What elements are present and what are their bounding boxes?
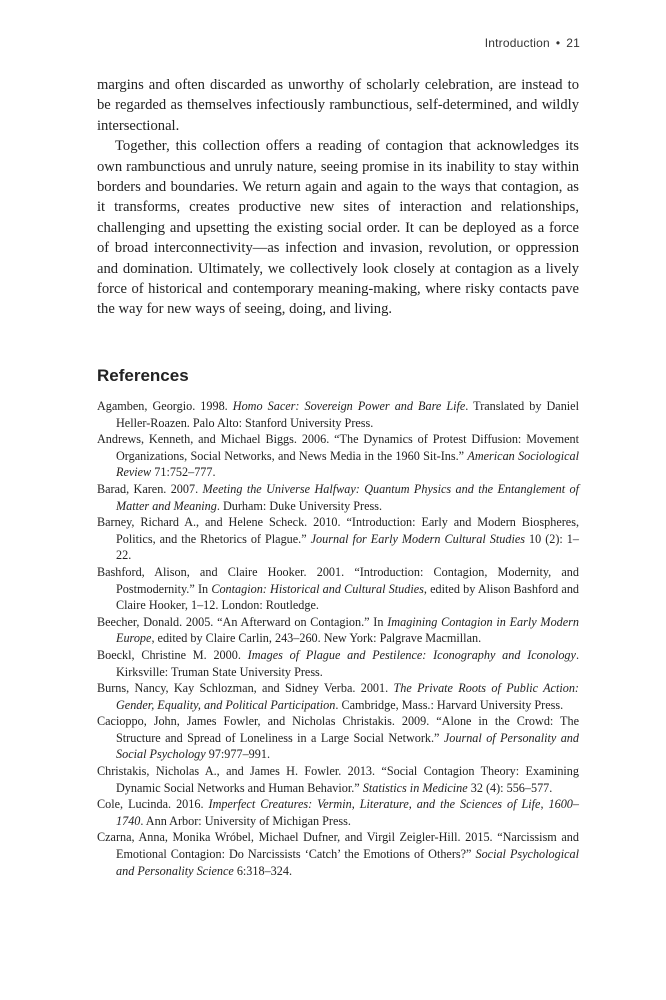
reference-details: . Durham: Duke University Press. <box>216 498 383 513</box>
reference-entry <box>97 398 579 431</box>
body-paragraph: Together, this collection offers a reading of contagion that acknowledges its own rambunctious and unruly nature, seeing promise in its inability to stay within borders and boundaries. We return again and again to the ways that contagion, as it transforms, creates productive new sites of interaction and relationships, challenging and upsetting the existing social order. It can be deployed as a force of broad interconnectivity—as infection and invasion, revolution, or oppression and domination. Ultimately, we collectively look closely at contagion as a lively force of historical and contemporary meaning-making, where risky contacts pave the way for new ways of seeing, doing, and living. <box>97 138 579 318</box>
reference-author-year: Agamben, Georgio. 1998. <box>97 399 233 413</box>
reference-author-year: Cacioppo, John, James Fowler, and Nicholas Christakis. 2009. “Alone in the Crowd: The Structure and Spread of Loneliness in a Large Social Network.” <box>97 714 579 745</box>
reference-entry <box>97 481 579 514</box>
reference-title: The Private Roots of Public Action: Gender, Equality, and Political Participation <box>116 681 579 712</box>
reference-details: 32 (4): 556–577. <box>467 780 553 795</box>
reference-details: . Kirksville: Truman State University Press. <box>116 647 579 679</box>
reference-title: Imperfect Creatures: Vermin, Literature, and the Sciences of Life, 1600–1740 <box>116 797 579 828</box>
running-head-section: Introduction <box>484 36 550 50</box>
reference-entry <box>97 829 579 879</box>
reference-author-year: Barney, Richard A., and Helene Scheck. 2010. “Introduction: Early and Modern Biospheres, Politics, and the Rhetorics of Plague.” <box>97 515 579 546</box>
reference-author-year: Burns, Nancy, Kay Schlozman, and Sidney Verba. 2001. <box>97 681 394 696</box>
reference-title: Homo Sacer: Sovereign Power and Bare Life <box>232 399 466 413</box>
running-head <box>485 36 580 50</box>
reference-details: 97:977–991. <box>205 747 271 762</box>
reference-entry <box>97 514 579 564</box>
reference-author-year: Cole, Lucinda. 2016. <box>97 797 209 812</box>
body-text <box>97 75 579 320</box>
reference-details: 6:318–324. <box>233 863 293 878</box>
reference-details: , edited by Alison Bashford and Claire Hooker, 1–12. London: Routledge. <box>116 581 580 613</box>
reference-title: Meeting the Universe Halfway: Quantum Physics and the Entanglement of Matter and Meaning <box>116 481 579 513</box>
reference-author-year: Bashford, Alison, and Claire Hooker. 2001. “Introduction: Contagion, Modernity, and Postmodernity.” In <box>97 564 579 596</box>
reference-title: Statistics in Medicine <box>362 780 468 795</box>
reference-entry <box>97 614 579 647</box>
references-list <box>97 398 579 879</box>
reference-author-year: Beecher, Donald. 2005. “An Afterward on Contagion.” In <box>97 614 388 629</box>
reference-entry <box>97 713 579 763</box>
reference-title: Images of Plague and Pestilence: Iconography and Iconology <box>247 647 576 662</box>
reference-entry <box>97 647 579 680</box>
reference-title: Social Psychological and Personality Science <box>116 847 579 878</box>
reference-details: 10 (2): 1–22. <box>116 531 579 563</box>
reference-author-year: Christakis, Nicholas A., and James H. Fowler. 2013. “Social Contagion Theory: Examining Dynamic Social Networks and Human Behavior.” <box>97 764 579 795</box>
reference-title: Journal for Early Modern Cultural Studies <box>310 531 525 546</box>
reference-entry <box>97 763 579 796</box>
reference-author-year: Barad, Karen. 2007. <box>97 481 203 496</box>
reference-author-year: Boeckl, Christine M. 2000. <box>97 647 248 662</box>
reference-title: American Sociological Review <box>116 448 580 480</box>
reference-details: . Ann Arbor: University of Michigan Press. <box>140 813 351 828</box>
reference-title: Imagining Contagion in Early Modern Europe <box>116 614 579 646</box>
reference-entry <box>97 796 579 829</box>
reference-author-year: Andrews, Kenneth, and Michael Biggs. 2006. “The Dynamics of Protest Diffusion: Movement Organizations, Social Networks, and News Media in the 1960 Sit-Ins.” <box>97 432 579 463</box>
reference-title: Journal of Personality and Social Psychology <box>116 730 579 762</box>
reference-details: . Cambridge, Mass.: Harvard University Press. <box>335 697 564 712</box>
reference-details: , edited by Claire Carlin, 243–260. New York: Palgrave Macmillan. <box>151 631 482 646</box>
reference-author-year: Czarna, Anna, Monika Wróbel, Michael Dufner, and Virgil Zeigler-Hill. 2015. “Narcissism and Emotional Contagion: Do Narcissists ‘Catch’ the Emotions of Others?” <box>97 830 579 862</box>
references-heading: References <box>97 366 189 385</box>
reference-details: 71:752–777. <box>151 465 216 480</box>
running-head-separator: • <box>555 36 561 50</box>
reference-entry <box>97 564 579 614</box>
page-number: 21 <box>566 36 580 50</box>
reference-entry <box>97 431 579 481</box>
reference-entry <box>97 680 579 713</box>
reference-details: . Translated by Daniel Heller-Roazen. Palo Alto: Stanford University Press. <box>116 399 579 430</box>
reference-title: Contagion: Historical and Cultural Studies <box>211 581 424 596</box>
body-paragraph-continued: margins and often discarded as unworthy of scholarly celebration, are instead to be regarded as themselves infectiously rambunctious, self-determined, and wildly intersectional. <box>97 77 579 134</box>
